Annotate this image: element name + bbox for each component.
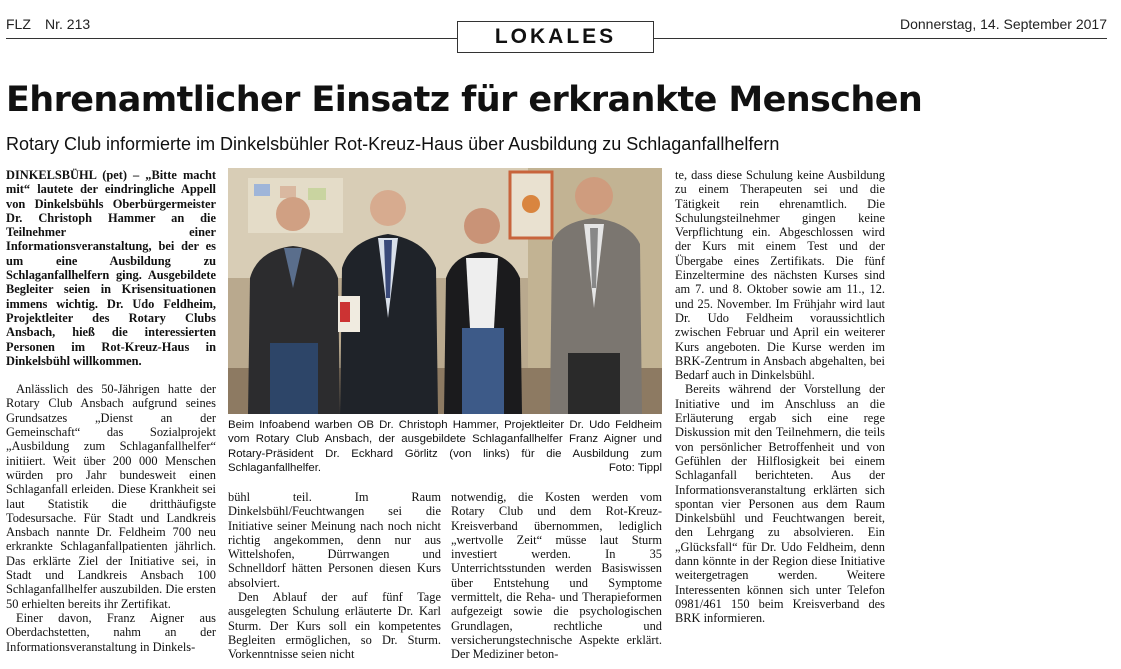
photo-caption (228, 418, 662, 475)
paper-name: FLZ (6, 16, 31, 32)
section-label: LOKALES (457, 21, 654, 53)
column-2 (228, 490, 441, 662)
paragraph: bühl teil. Im Raum Dinkelsbühl/Feuchtwangen sei die Initiative seiner Meinung nach noch nicht richtig angekommen, denn nur aus Wittelshofen, Dürrwangen und Schnelldorf hätten Personen diesen Kurs absolviert. (228, 490, 441, 590)
article-headline: Ehrenamtlicher Einsatz für erkrankte Menschen (6, 80, 923, 120)
article-lead: DINKELSBÜHL (pet) – „Bitte macht mit“ lautete der eindringliche Appell von Dinkelsbühls Oberbürgermeister Dr. Christoph Hammer an die Teilnehmer einer Informationsveranstaltung, bei der es um eine Ausbildung zu Schlaganfallhelfern ging. Ausgebildete Begleiter seien in Krisensituationen immens wichtig. Dr. Udo Feldheim, Projektleiter des Rotary Clubs Ansbach, hieß die interessierten Personen im Rot-Kreuz-Haus in Dinkelsbühl willkommen. (6, 168, 216, 368)
photo-credit: Foto: Tippl (608, 461, 662, 474)
column-3 (451, 490, 662, 662)
caption-text: Beim Infoabend warben OB Dr. Christoph Hammer, Projektleiter Dr. Udo Feldheim vom Rotary Club Ansbach, der ausgebildete Schlaganfallhelfer Franz Aigner und Rotary-Präsident Dr. Eckhard Görlitz (von links) für die Ausbildung zum Schlaganfallhelfer. (228, 419, 662, 474)
issue-date: Donnerstag, 14. September 2017 (899, 16, 1107, 32)
column-1 (6, 168, 216, 654)
paragraph: notwendig, die Kosten werden vom Rotary Club und dem Rot-Kreuz-Kreisverband übernommen, lediglich „wertvolle Zeit“ müsse laut Sturm investiert werden. In 35 Unterrichtsstunden werden Basiswissen über Entstehung und Symptome vermittelt, die Reha- und Therapieformen aufgezeigt sowie die psychologischen Grundlagen, rechtliche und versicherungstechnische Aspekte erklärt. Der Mediziner beton- (451, 490, 662, 662)
paragraph: Einer davon, Franz Aigner aus Oberdachstetten, nahm an der Informationsveranstaltung in Dinkels- (6, 610, 216, 654)
paragraph: Den Ablauf der auf fünf Tage ausgelegten Schulung erläuterte Dr. Karl Sturm. Der Kurs soll ein kompetentes Begleiten ermöglichen, so Dr. Sturm. Vorkenntnisse seien nicht (228, 590, 441, 662)
paragraph: Bereits während der Vorstellung der Initiative und im Anschluss an die Erläuterung ergab sich eine rege Diskussion mit den Teilnehmern, die teils von persönlicher Betroffenheit und von Gefühlen der Hilflosigkeit bei einem Schlaganfall berichteten. Aus der Informationsveranstaltung erklärten sich spontan vier Personen aus dem Raum Dinkelsbühl und Feuchtwangen bereit, den Lehrgang zu absolvieren. Ein „Glücksfall“ für Dr. Udo Feldheim, denn dann könnte in der Region diese Initiative weitergetragen werden. Weitere Interessenten können sich unter Telefon 0981/461 150 beim Kreisverband des BRK informieren. (675, 382, 885, 626)
paragraph: te, dass diese Schulung keine Ausbildung zu einem Therapeuten sei und die Tätigkeit rein ehrenamtlich. Die Schulungsteilnehmer gingen keine Verpflichtung ein. Abgeschlossen wird der Kurs mit einem Test und der Übergabe eines Zertifikats. Die fünf Einzeltermine des nächsten Kurses sind am 7. und 8. Oktober sowie am 11., 12. und 25. November. Im Frühjahr wird laut Dr. Udo Feldheim voraussichtlich zwischen Februar und April ein weiterer Kurs angeboten. Die Kurse werden im BRK-Zentrum in Ansbach abgehalten, bei Bedarf auch in Dinkelsbühl. (675, 168, 885, 383)
article-photo (228, 168, 662, 414)
article-subheadline: Rotary Club informierte im Dinkelsbühler Rot-Kreuz-Haus über Ausbildung zu Schlaganfallhelfern (6, 134, 780, 154)
column-4 (675, 168, 885, 626)
paragraph: Anlässlich des 50-Jährigen hatte der Rotary Club Ansbach aufgrund seines Grundsatzes „Dienst an der Gemeinschaft“ das Sozialprojekt „Ausbildung zum Schlaganfallhelfer“ initiiert. Weit über 200 000 Menschen würden pro Jahr bundesweit einen Schlaganfall erleiden. Diese Krankheit sei laut Statistik die dritthäufigste Todesursache. Für Stadt und Landkreis Ansbach nannte Dr. Feldheim 700 neu erkrankte Schlaganfallpatienten jährlich. Das erklärte Ziel der Initiative sei, in Stadt und Landkreis Ansbach 100 Schlaganfallhelfer auszubilden. Die ersten 50 erhielten bereits ihr Zertifikat. (6, 382, 216, 611)
issue-number: Nr. 213 (45, 16, 91, 32)
